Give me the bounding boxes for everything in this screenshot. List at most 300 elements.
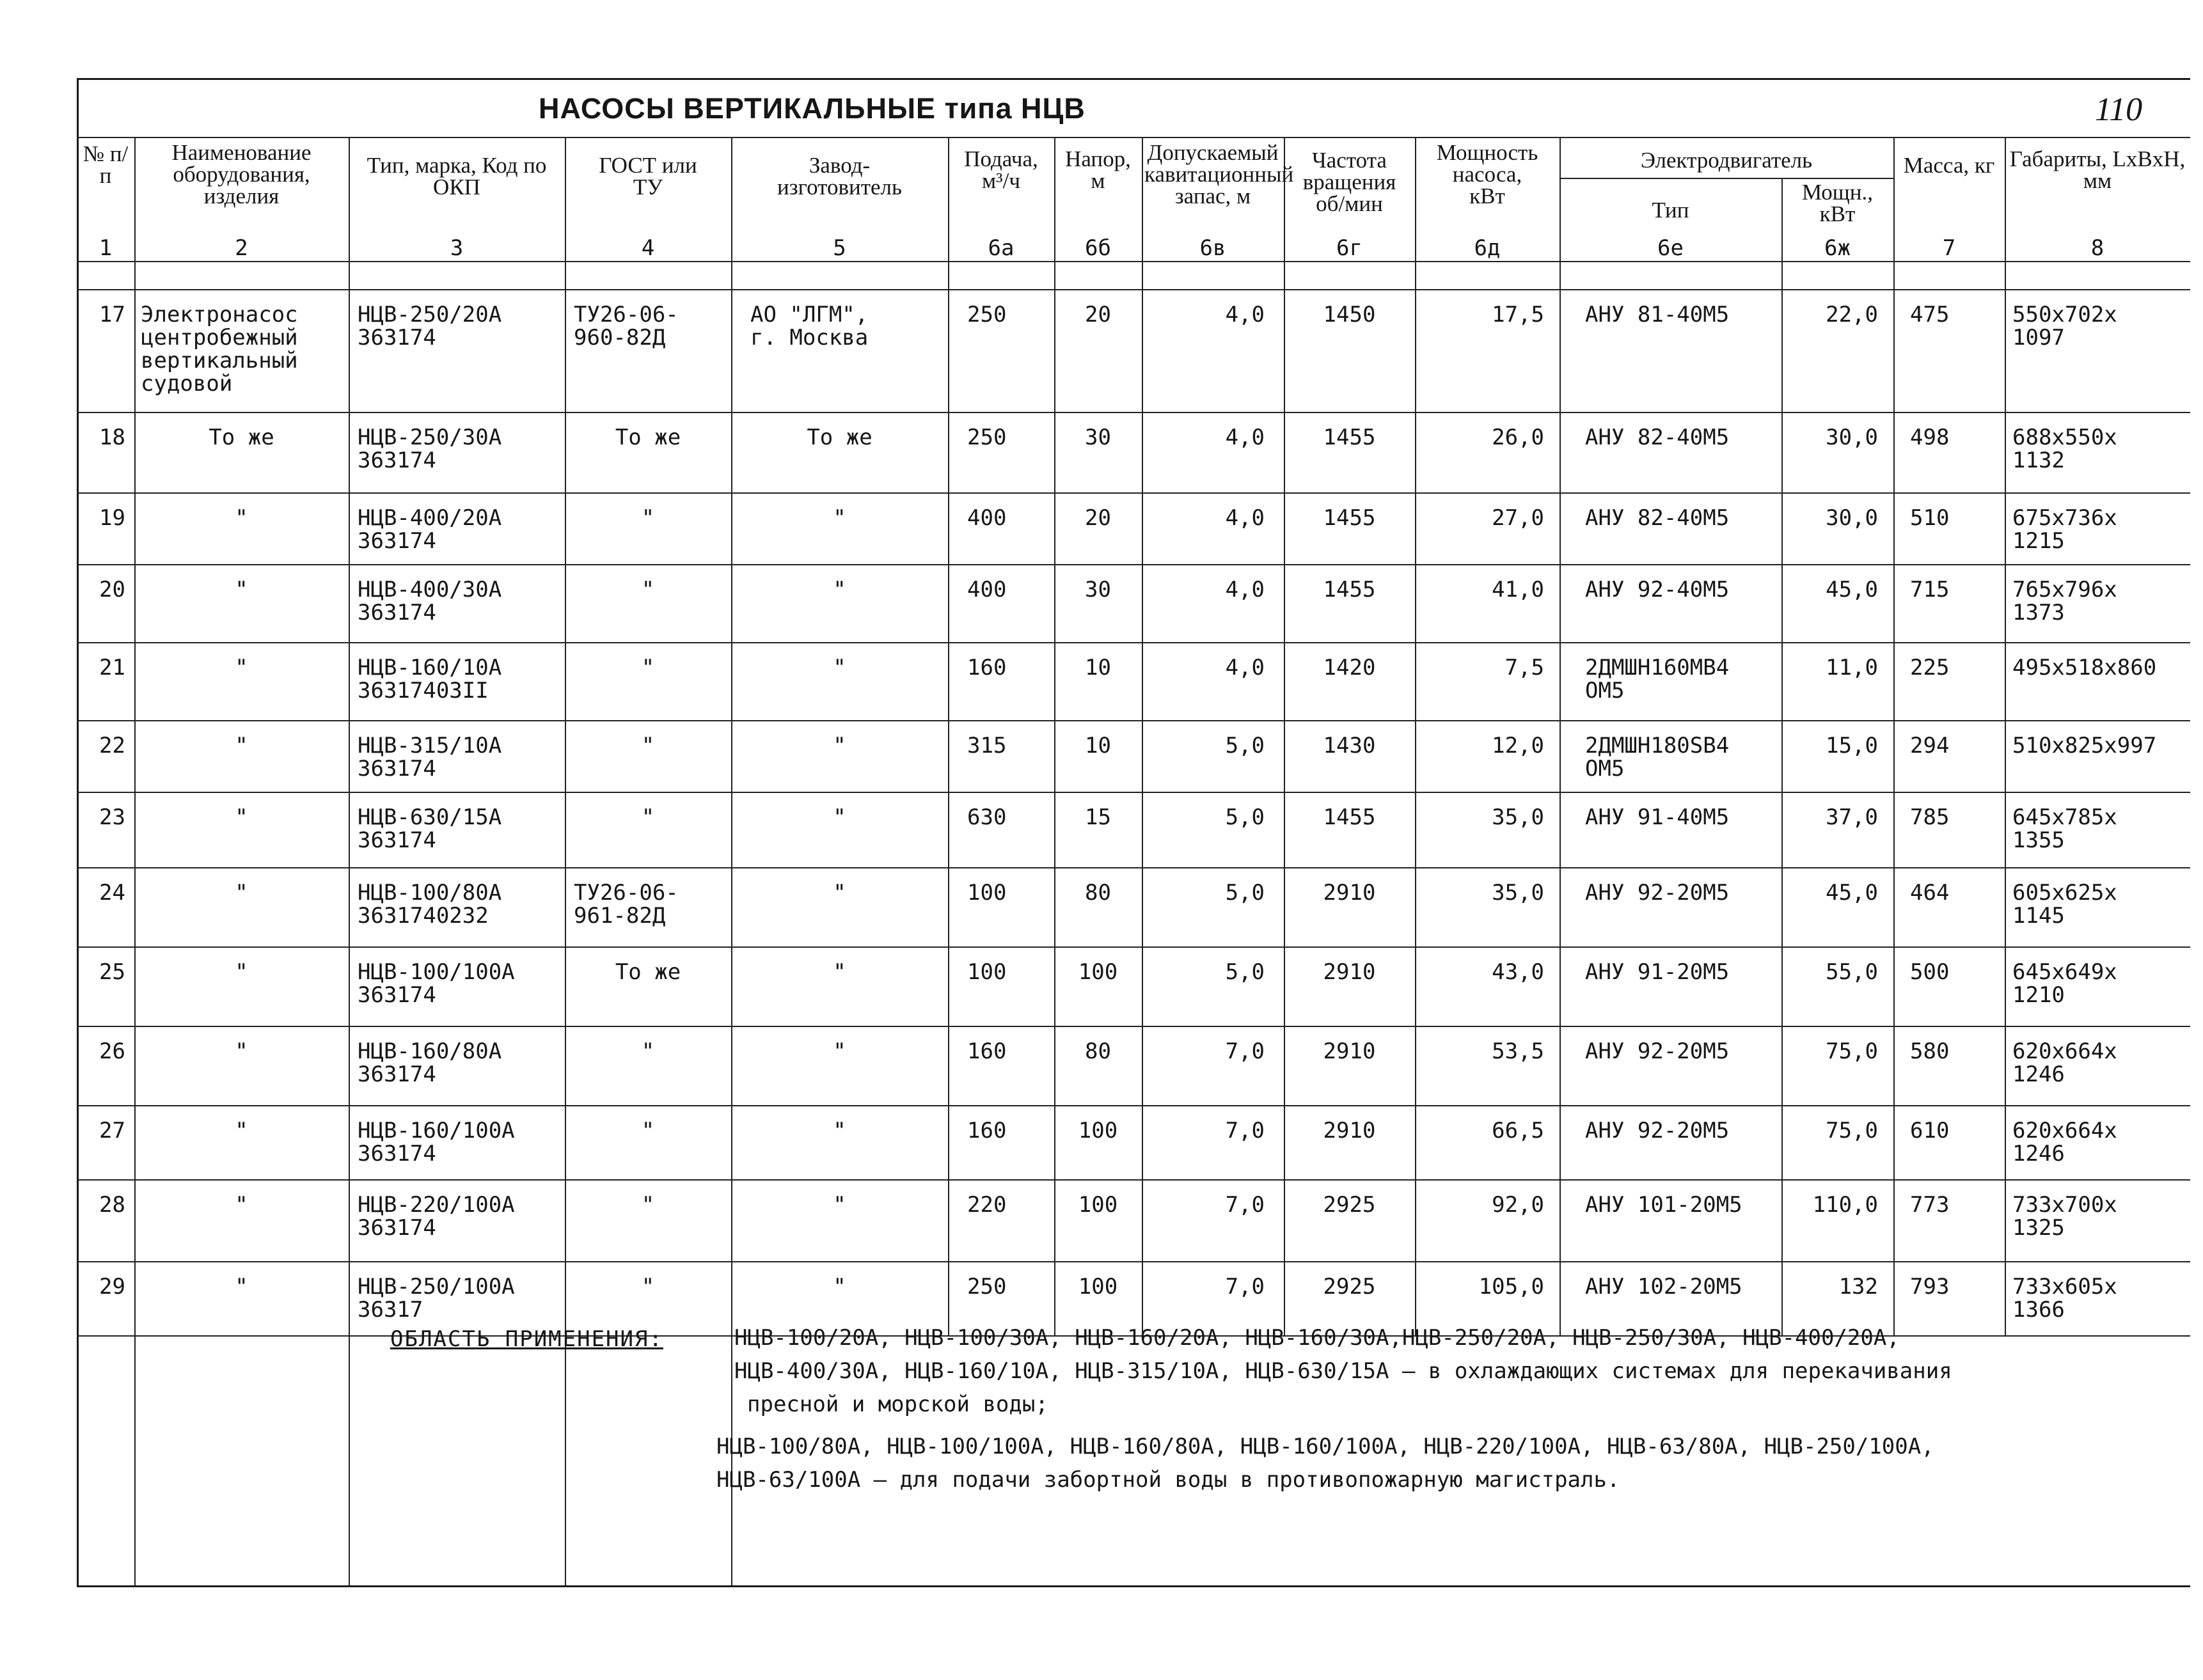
row-cavitation: 5,0 <box>1225 733 1265 758</box>
row-type-line: 36317403II <box>358 678 489 703</box>
row-type-line: 363174 <box>358 448 436 473</box>
row-motor-type-line: АНУ 92-20М5 <box>1585 880 1730 906</box>
row-name-line: вертикальный <box>141 348 298 373</box>
column-number: 7 <box>1942 235 1956 261</box>
row-motor-type <box>1585 426 1775 449</box>
row-cavitation: 4,0 <box>1225 505 1265 531</box>
row-name-line: " <box>235 805 248 830</box>
row-type-line: НЦВ-630/15А <box>358 805 502 830</box>
row-name <box>141 1193 342 1216</box>
row-type-line: НЦВ-160/10А <box>358 655 502 680</box>
row-name-line: " <box>235 733 248 758</box>
row-motor-type-line: АНУ 82-40М5 <box>1585 505 1730 531</box>
row-number: 18 <box>99 425 125 450</box>
row-plant <box>750 961 929 984</box>
header-cavitation: Допускаемый кавитационный запас, м <box>1144 140 1294 208</box>
row-dims-line: 1132 <box>2012 448 2065 473</box>
column-rule <box>1284 137 1285 1335</box>
row-feed: 100 <box>967 880 1007 906</box>
row-number: 20 <box>99 577 125 602</box>
row-type <box>358 1040 561 1086</box>
column-number: 2 <box>235 235 248 261</box>
row-rule <box>77 1105 2190 1106</box>
column-number: 8 <box>2090 235 2104 261</box>
row-mass: 225 <box>1910 655 1950 680</box>
row-plant <box>750 578 929 601</box>
column-number: 5 <box>833 235 846 261</box>
column-number: 4 <box>641 235 655 261</box>
row-type <box>358 656 561 702</box>
row-name-line: Электронасос <box>141 302 298 327</box>
row-gost <box>574 656 722 679</box>
row-power: 105,0 <box>1478 1274 1544 1299</box>
row-dims-line: 605х625х <box>2012 880 2117 906</box>
row-type <box>358 578 561 624</box>
row-motor-power: 15,0 <box>1826 733 1878 758</box>
row-plant-line: То же <box>807 425 873 450</box>
row-frequency: 2925 <box>1323 1274 1376 1299</box>
row-power: 27,0 <box>1492 505 1544 531</box>
row-type <box>358 303 561 349</box>
row-rule <box>77 867 2190 868</box>
row-motor-power: 110,0 <box>1812 1192 1878 1218</box>
row-plant <box>750 303 929 349</box>
row-dims <box>2012 506 2190 553</box>
row-cavitation: 4,0 <box>1225 425 1265 450</box>
row-dims-line: 688х550х <box>2012 425 2117 450</box>
row-plant-line: " <box>833 959 846 985</box>
row-feed: 220 <box>967 1192 1007 1218</box>
row-dims-line: 1097 <box>2012 325 2065 350</box>
row-motor-power: 11,0 <box>1826 655 1878 680</box>
row-type-line: НЦВ-250/30А <box>358 425 502 450</box>
header-dims: Габариты, LxBxH, мм <box>2009 146 2186 193</box>
row-motor-type <box>1585 734 1775 780</box>
row-number: 27 <box>99 1118 125 1143</box>
row-gost-line: " <box>641 1118 655 1143</box>
row-type <box>358 506 561 553</box>
row-power: 17,5 <box>1492 302 1544 327</box>
row-type-line: 363174 <box>358 325 436 350</box>
header-name: Наименование оборудования, изделия <box>171 140 312 208</box>
row-gost <box>574 303 722 349</box>
row-cavitation: 7,0 <box>1225 1192 1265 1218</box>
header-plant: Завод-изготовитель <box>777 153 902 200</box>
row-number: 23 <box>99 805 125 830</box>
row-gost-line: ТУ26-06- <box>574 302 679 327</box>
row-dims <box>2012 303 2190 349</box>
row-dims <box>2012 1275 2190 1321</box>
row-name-line: " <box>235 1039 248 1064</box>
column-number: 6в <box>1199 235 1226 261</box>
row-cavitation: 4,0 <box>1225 655 1265 680</box>
row-rule <box>77 1179 2190 1181</box>
row-mass: 498 <box>1910 425 1950 450</box>
row-type <box>358 1119 561 1165</box>
row-number: 26 <box>99 1039 125 1064</box>
row-head: 100 <box>1078 1118 1118 1143</box>
row-frequency: 1455 <box>1323 805 1376 830</box>
row-rule <box>77 642 2190 643</box>
row-power: 43,0 <box>1492 959 1544 985</box>
row-motor-type <box>1585 1119 1775 1142</box>
row-type-line: 363174 <box>358 1062 436 1087</box>
row-motor-type-line: 2ДМШН180SВ4 <box>1585 733 1730 758</box>
column-rule <box>1415 137 1416 1335</box>
row-motor-type-line: АНУ 91-40М5 <box>1585 805 1730 830</box>
row-plant <box>750 506 929 530</box>
row-type-line: НЦВ-160/80А <box>358 1039 502 1064</box>
row-motor-power: 75,0 <box>1826 1118 1878 1143</box>
row-name-line: То же <box>209 425 274 450</box>
header-type: Тип, марка, Код по ОКП <box>367 153 547 200</box>
row-name <box>141 656 342 679</box>
row-cavitation: 4,0 <box>1225 577 1265 602</box>
row-plant-line: " <box>833 577 846 602</box>
row-gost-line: " <box>641 577 655 602</box>
row-feed: 160 <box>967 1118 1007 1143</box>
row-dims <box>2012 1040 2190 1086</box>
row-name-line: " <box>235 880 248 906</box>
header-frequency: Частота вращения об/мин <box>1302 148 1396 216</box>
row-frequency: 2910 <box>1323 1118 1376 1143</box>
header-motor-type: Тип <box>1652 198 1689 223</box>
row-number: 29 <box>99 1274 125 1299</box>
row-dims <box>2012 1193 2190 1239</box>
column-number: 6г <box>1336 235 1362 261</box>
row-gost-line: " <box>641 1274 655 1299</box>
row-name <box>141 734 342 757</box>
row-motor-type <box>1585 1193 1775 1216</box>
column-rule <box>134 137 136 1587</box>
row-dims-line: 510х825х997 <box>2012 733 2157 758</box>
row-gost-line: " <box>641 1039 655 1064</box>
header-power: Мощность насоса, кВт <box>1436 140 1538 208</box>
header-num: № п/п <box>83 141 129 188</box>
row-feed: 400 <box>967 505 1007 531</box>
row-dims-line: 1325 <box>2012 1215 2065 1241</box>
row-rule <box>77 412 2190 413</box>
row-plant-line: " <box>833 1274 846 1299</box>
row-type-line: 36317 <box>358 1297 423 1323</box>
row-motor-type-line: АНУ 82-40М5 <box>1585 425 1730 450</box>
row-rule <box>77 792 2190 793</box>
usage-line: НЦВ-100/20А, НЦВ-100/30А, НЦВ-160/20А, НЦВ-160/30А,НЦВ-250/20А, НЦВ-250/30А, НЦВ-400/20А, <box>734 1325 1900 1351</box>
row-motor-type-line: АНУ 81-40М5 <box>1585 302 1730 327</box>
usage-title: ОБЛАСТЬ ПРИМЕНЕНИЯ: <box>390 1326 663 1352</box>
row-gost <box>574 1119 722 1142</box>
row-type-line: НЦВ-250/20А <box>358 302 502 327</box>
row-plant-line: г. Москва <box>750 325 869 350</box>
row-power: 35,0 <box>1492 805 1544 830</box>
row-motor-type <box>1585 578 1775 601</box>
row-name <box>141 1275 342 1298</box>
usage-line: НЦВ-63/100А – для подачи забортной воды в противопожарную магистраль. <box>716 1467 1620 1493</box>
column-rule <box>349 137 350 1587</box>
row-plant <box>750 734 929 757</box>
row-motor-power: 30,0 <box>1826 505 1878 531</box>
row-power: 66,5 <box>1492 1118 1544 1143</box>
row-motor-power: 45,0 <box>1826 880 1878 906</box>
row-head: 100 <box>1078 959 1118 985</box>
row-feed: 100 <box>967 959 1007 985</box>
row-type-line: НЦВ-315/10А <box>358 733 502 758</box>
row-type <box>358 881 561 927</box>
row-dims-line: 1215 <box>2012 528 2065 554</box>
row-motor-type-line: АНУ 91-20М5 <box>1585 959 1730 985</box>
row-frequency: 2910 <box>1323 880 1376 906</box>
row-cavitation: 4,0 <box>1225 302 1265 327</box>
row-gost <box>574 881 722 927</box>
row-rule <box>77 1261 2190 1262</box>
row-frequency: 1420 <box>1323 655 1376 680</box>
row-type-line: НЦВ-100/80А <box>358 880 502 906</box>
header-top-rule <box>77 137 2190 138</box>
row-plant-line: " <box>833 1039 846 1064</box>
column-number: 6е <box>1657 235 1684 261</box>
row-head: 100 <box>1078 1274 1118 1299</box>
document-sheet <box>77 78 2190 1587</box>
row-name-line: " <box>235 1192 248 1218</box>
motor-split-rule <box>1781 178 1783 1335</box>
usage-line: НЦВ-400/30А, НЦВ-160/10А, НЦВ-315/10А, НЦВ-630/15А – в охлаждающих системах для перекачивания <box>734 1358 1952 1384</box>
row-frequency: 2910 <box>1323 1039 1376 1064</box>
row-mass: 773 <box>1910 1192 1950 1218</box>
row-number: 25 <box>99 959 125 985</box>
row-dims-line: 733х605х <box>2012 1274 2117 1299</box>
row-head: 100 <box>1078 1192 1118 1218</box>
row-plant <box>750 1119 929 1142</box>
row-name-line: судовой <box>141 371 233 396</box>
row-name <box>141 426 342 449</box>
row-mass: 610 <box>1910 1118 1950 1143</box>
row-motor-power: 45,0 <box>1826 577 1878 602</box>
row-mass: 510 <box>1910 505 1950 531</box>
row-plant <box>750 426 929 449</box>
row-plant-line: АО "ЛГМ", <box>750 302 869 327</box>
header-feed: Подача, м³/ч <box>964 146 1038 193</box>
row-feed: 160 <box>967 655 1007 680</box>
row-type-line: 363174 <box>358 982 436 1008</box>
row-plant <box>750 656 929 679</box>
row-gost <box>574 578 722 601</box>
row-power: 7,5 <box>1504 655 1544 680</box>
row-motor-power: 55,0 <box>1826 959 1878 985</box>
row-dims-line: 550х702х <box>2012 302 2117 327</box>
row-gost <box>574 1193 722 1216</box>
row-gost-line: " <box>641 655 655 680</box>
row-plant-line: " <box>833 733 846 758</box>
row-motor-type <box>1585 1040 1775 1063</box>
row-frequency: 2925 <box>1323 1192 1376 1218</box>
row-gost <box>574 426 722 449</box>
column-number: 6а <box>988 235 1015 261</box>
row-motor-power: 30,0 <box>1826 425 1878 450</box>
header-motor: Электродвигатель <box>1640 148 1813 173</box>
row-power: 41,0 <box>1492 577 1544 602</box>
row-motor-type <box>1585 961 1775 984</box>
column-rule <box>1054 137 1055 1335</box>
row-gost-line: То же <box>615 425 681 450</box>
row-mass: 793 <box>1910 1274 1950 1299</box>
row-plant-line: " <box>833 505 846 531</box>
row-gost-line: ТУ26-06- <box>574 880 679 906</box>
row-name <box>141 506 342 530</box>
row-head: 80 <box>1085 880 1111 906</box>
row-type-line: 363174 <box>358 528 436 554</box>
document-title: НАСОСЫ ВЕРТИКАЛЬНЫЕ типа НЦВ <box>539 92 1086 125</box>
row-dims-line: 620х664х <box>2012 1039 2117 1064</box>
row-dims <box>2012 578 2190 624</box>
row-dims <box>2012 656 2190 679</box>
row-name <box>141 1040 342 1063</box>
row-name-line: центробежный <box>141 325 298 350</box>
row-number: 17 <box>99 302 125 327</box>
row-number: 21 <box>99 655 125 680</box>
row-type-line: НЦВ-220/100А <box>358 1192 515 1218</box>
row-gost-line: " <box>641 805 655 830</box>
row-plant-line: " <box>833 655 846 680</box>
row-head: 30 <box>1085 425 1111 450</box>
column-number: 1 <box>99 235 113 261</box>
motor-group-rule <box>1559 178 1893 179</box>
row-power: 26,0 <box>1492 425 1544 450</box>
row-frequency: 2910 <box>1323 959 1376 985</box>
row-motor-type <box>1585 1275 1775 1298</box>
row-dims-line: 675х736х <box>2012 505 2117 531</box>
row-frequency: 1430 <box>1323 733 1376 758</box>
row-number: 28 <box>99 1192 125 1218</box>
row-feed: 315 <box>967 733 1007 758</box>
column-rule <box>565 137 566 1587</box>
column-number: 6б <box>1085 235 1111 261</box>
row-dims-line: 1246 <box>2012 1141 2065 1166</box>
row-plant-line: " <box>833 880 846 906</box>
row-dims <box>2012 426 2190 472</box>
row-feed: 250 <box>967 1274 1007 1299</box>
row-gost <box>574 806 722 829</box>
row-motor-type-line: АНУ 101-20М5 <box>1585 1192 1742 1218</box>
row-mass: 715 <box>1910 577 1950 602</box>
row-dims <box>2012 881 2190 927</box>
row-plant-line: " <box>833 1118 846 1143</box>
row-power: 12,0 <box>1492 733 1544 758</box>
row-gost-line: " <box>641 733 655 758</box>
usage-line: пресной и морской воды; <box>747 1392 1048 1417</box>
row-dims-line: 733х700х <box>2012 1192 2117 1218</box>
row-type <box>358 1193 561 1239</box>
row-type-line: НЦВ-400/20А <box>358 505 502 531</box>
row-head: 80 <box>1085 1039 1111 1064</box>
row-motor-type-line: АНУ 92-40М5 <box>1585 577 1730 602</box>
row-mass: 294 <box>1910 733 1950 758</box>
row-plant <box>750 1193 929 1216</box>
row-dims-line: 1355 <box>2012 828 2065 853</box>
row-power: 53,5 <box>1492 1039 1544 1064</box>
row-dims-line: 765х796х <box>2012 577 2117 602</box>
row-type-line: НЦВ-250/100А <box>358 1274 515 1299</box>
row-dims-line: 1366 <box>2012 1297 2065 1323</box>
row-type-line: 3631740232 <box>358 903 489 929</box>
row-type <box>358 961 561 1007</box>
row-gost <box>574 1275 722 1298</box>
row-mass: 475 <box>1910 302 1950 327</box>
row-gost <box>574 961 722 984</box>
row-rule <box>77 720 2190 721</box>
row-motor-type-line: АНУ 92-20М5 <box>1585 1039 1730 1064</box>
row-gost <box>574 734 722 757</box>
row-name <box>141 806 342 829</box>
row-name <box>141 303 342 395</box>
row-motor-type <box>1585 303 1775 326</box>
row-motor-type-line: ОМ5 <box>1585 678 1625 703</box>
row-name-line: " <box>235 959 248 985</box>
row-feed: 400 <box>967 577 1007 602</box>
row-plant <box>750 806 929 829</box>
page-number: 110 <box>2095 91 2143 128</box>
row-gost <box>574 1040 722 1063</box>
row-motor-type <box>1585 506 1775 530</box>
row-plant <box>750 881 929 904</box>
row-number: 24 <box>99 880 125 906</box>
row-cavitation: 5,0 <box>1225 805 1265 830</box>
row-frequency: 1455 <box>1323 505 1376 531</box>
row-cavitation: 7,0 <box>1225 1118 1265 1143</box>
row-number: 19 <box>99 505 125 531</box>
row-name <box>141 881 342 904</box>
row-dims <box>2012 734 2190 757</box>
column-number: 6д <box>1474 235 1501 261</box>
usage-text <box>716 1321 1952 1496</box>
row-head: 15 <box>1085 805 1111 830</box>
row-cavitation: 5,0 <box>1225 880 1265 906</box>
row-dims-line: 1373 <box>2012 600 2065 625</box>
column-rule <box>731 137 732 1587</box>
column-number: 3 <box>450 235 464 261</box>
row-feed: 250 <box>967 302 1007 327</box>
row-head: 20 <box>1085 505 1111 531</box>
row-dims <box>2012 961 2190 1007</box>
row-dims-line: 1246 <box>2012 1062 2065 1087</box>
header-gost: ГОСТ или ТУ <box>599 153 697 200</box>
row-type <box>358 1275 561 1321</box>
row-motor-power: 75,0 <box>1826 1039 1878 1064</box>
row-dims-line: 620х664х <box>2012 1118 2117 1143</box>
row-power: 35,0 <box>1492 880 1544 906</box>
header-head: Напор, м <box>1065 146 1131 193</box>
row-name <box>141 1119 342 1142</box>
row-head: 30 <box>1085 577 1111 602</box>
row-motor-power: 132 <box>1838 1274 1878 1299</box>
row-power: 92,0 <box>1492 1192 1544 1218</box>
header-bottom-rule <box>77 289 2190 290</box>
row-plant-line: " <box>833 805 846 830</box>
row-mass: 785 <box>1910 805 1950 830</box>
row-type-line: НЦВ-160/100А <box>358 1118 515 1143</box>
row-plant-line: " <box>833 1192 846 1218</box>
row-name <box>141 961 342 984</box>
row-rule <box>77 564 2190 565</box>
column-rule <box>2005 137 2006 1335</box>
row-frequency: 1455 <box>1323 577 1376 602</box>
row-mass: 580 <box>1910 1039 1950 1064</box>
column-rule <box>1559 137 1561 1335</box>
row-head: 10 <box>1085 655 1111 680</box>
row-dims <box>2012 1119 2190 1165</box>
row-gost-line: " <box>641 1192 655 1218</box>
usage-line: НЦВ-100/80А, НЦВ-100/100А, НЦВ-160/80А, НЦВ-160/100А, НЦВ-220/100А, НЦВ-63/80А, НЦВ-250/100А, <box>716 1434 1934 1459</box>
row-motor-power: 22,0 <box>1826 302 1878 327</box>
